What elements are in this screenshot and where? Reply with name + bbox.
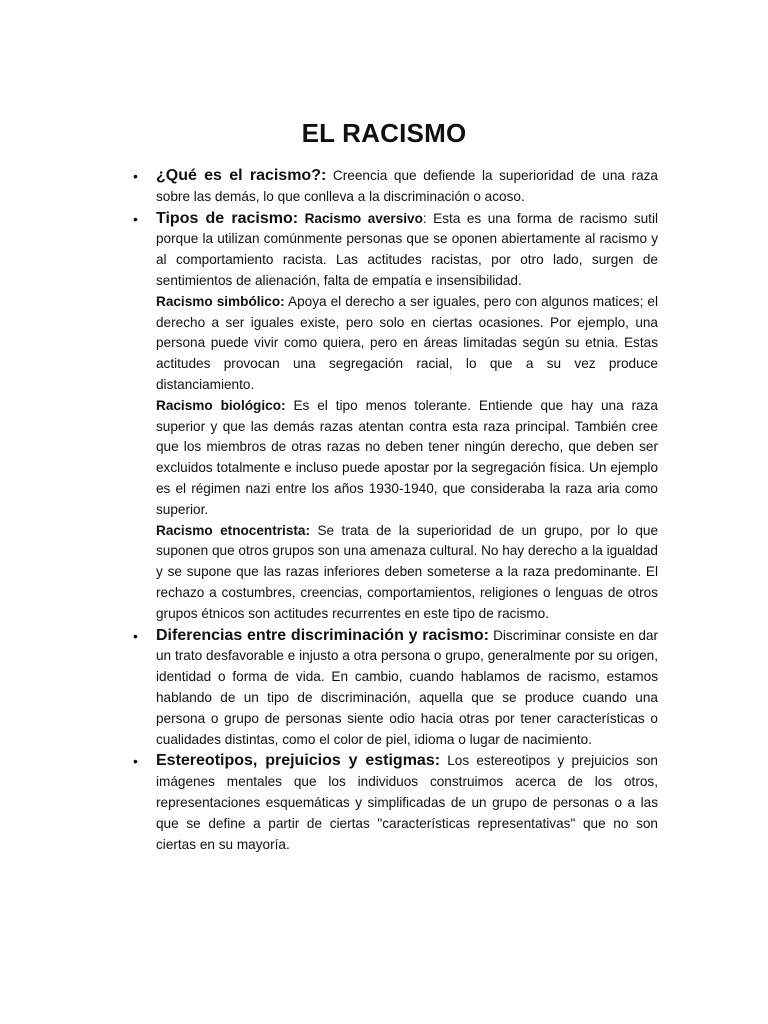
paragraph	[156, 166, 658, 208]
subsection-text: : Esta es una forma de racismo sutil porque la utilizan comúnmente personas que se oponen abiertamente al racismo y al comportamiento racista. Las actitudes racistas, por otro lado, surgen de sentimientos de alienación, falta de empatía e insensibilidad.	[156, 210, 658, 288]
paragraph	[156, 209, 658, 292]
subsection-heading: Racismo simbólico:	[156, 293, 285, 309]
subsection-heading: Racismo etnocentrista:	[156, 522, 311, 538]
subsection-text: Se trata de la superioridad de un grupo, por lo que suponen que otros grupos son una amenaza cultural. No hay derecho a la igualdad y se supone que las razas inferiores deben someterse a la raza predominante. El rechazo a costumbres, creencias, comportamientos, religiones o lenguas de otros grupos étnicos son actitudes recurrentes en este tipo de racismo.	[156, 522, 658, 621]
list-item-diferencias	[133, 626, 658, 751]
subsection-text: Apoya el derecho a ser iguales, pero con algunos matices; el derecho a ser iguales existe, pero solo en ciertas ocasiones. Por ejemplo, una persona puede vivir como quiera, pero en áreas limitadas según su etnia. Estas actitudes provocan una segregación racial, lo que a su vez produce distanciamiento.	[156, 293, 659, 392]
bullet-icon: •	[133, 210, 138, 227]
paragraph	[156, 751, 658, 855]
item-text: Creencia que defiende la superioridad de una raza sobre las demás, lo que conlleva a la discriminación o acoso.	[156, 168, 658, 204]
bullet-icon: •	[133, 753, 138, 770]
list-item-estereotipos	[133, 751, 658, 855]
item-heading: Tipos de racismo:	[156, 209, 299, 227]
list-item-que-es-el-racismo	[133, 166, 658, 208]
item-heading: Estereotipos, prejuicios y estigmas:	[156, 752, 441, 770]
subsection-text: Es el tipo menos tolerante. Entiende que hay una raza superior y que las demás razas atentan contra esta raza principal. También cree que los miembros de otras razas no deben tener ningún derecho, que deben ser excluidos totalmente e incluso puede apostar por la segregación física. Un ejemplo es el régimen nazi entre los años 1930-1940, que consideraba la raza aria como superior.	[156, 397, 658, 517]
item-heading: ¿Qué es el racismo?:	[156, 167, 327, 184]
item-text: Discriminar consiste en dar un trato desfavorable e injusto a otra persona o grupo, generalmente por su origen, identidad o forma de vida. En cambio, cuando hablamos de racismo, estamos hablando de un tipo de discriminación, aquella que se produce cuando una persona o grupo de personas siente odio hacia otras por tener características o cualidades distintas, como el color de piel, idioma o lugar de nacimiento.	[156, 627, 658, 747]
document-body	[133, 166, 659, 856]
paragraph	[156, 626, 658, 751]
item-text: Los estereotipos y prejuicios son imágenes mentales que los individuos construimos acerca de los otros, representaciones esquemáticas y simplificadas de un grupo de personas o a las que se define a partir de ciertas "características representativas" que no son ciertas en su mayoría.	[156, 753, 658, 852]
subsection-heading: Racismo biológico:	[156, 397, 286, 413]
paragraph	[156, 292, 658, 396]
item-heading: Diferencias entre discriminación y racismo:	[156, 626, 489, 644]
paragraph	[156, 396, 658, 521]
subsection-heading: Racismo aversivo	[298, 210, 423, 226]
bullet-list	[133, 166, 659, 855]
list-item-tipos-de-racismo	[133, 209, 659, 625]
paragraph	[156, 521, 658, 625]
document-title: EL RACISMO	[301, 118, 467, 148]
bullet-icon: •	[133, 627, 138, 644]
bullet-icon: •	[133, 168, 138, 184]
